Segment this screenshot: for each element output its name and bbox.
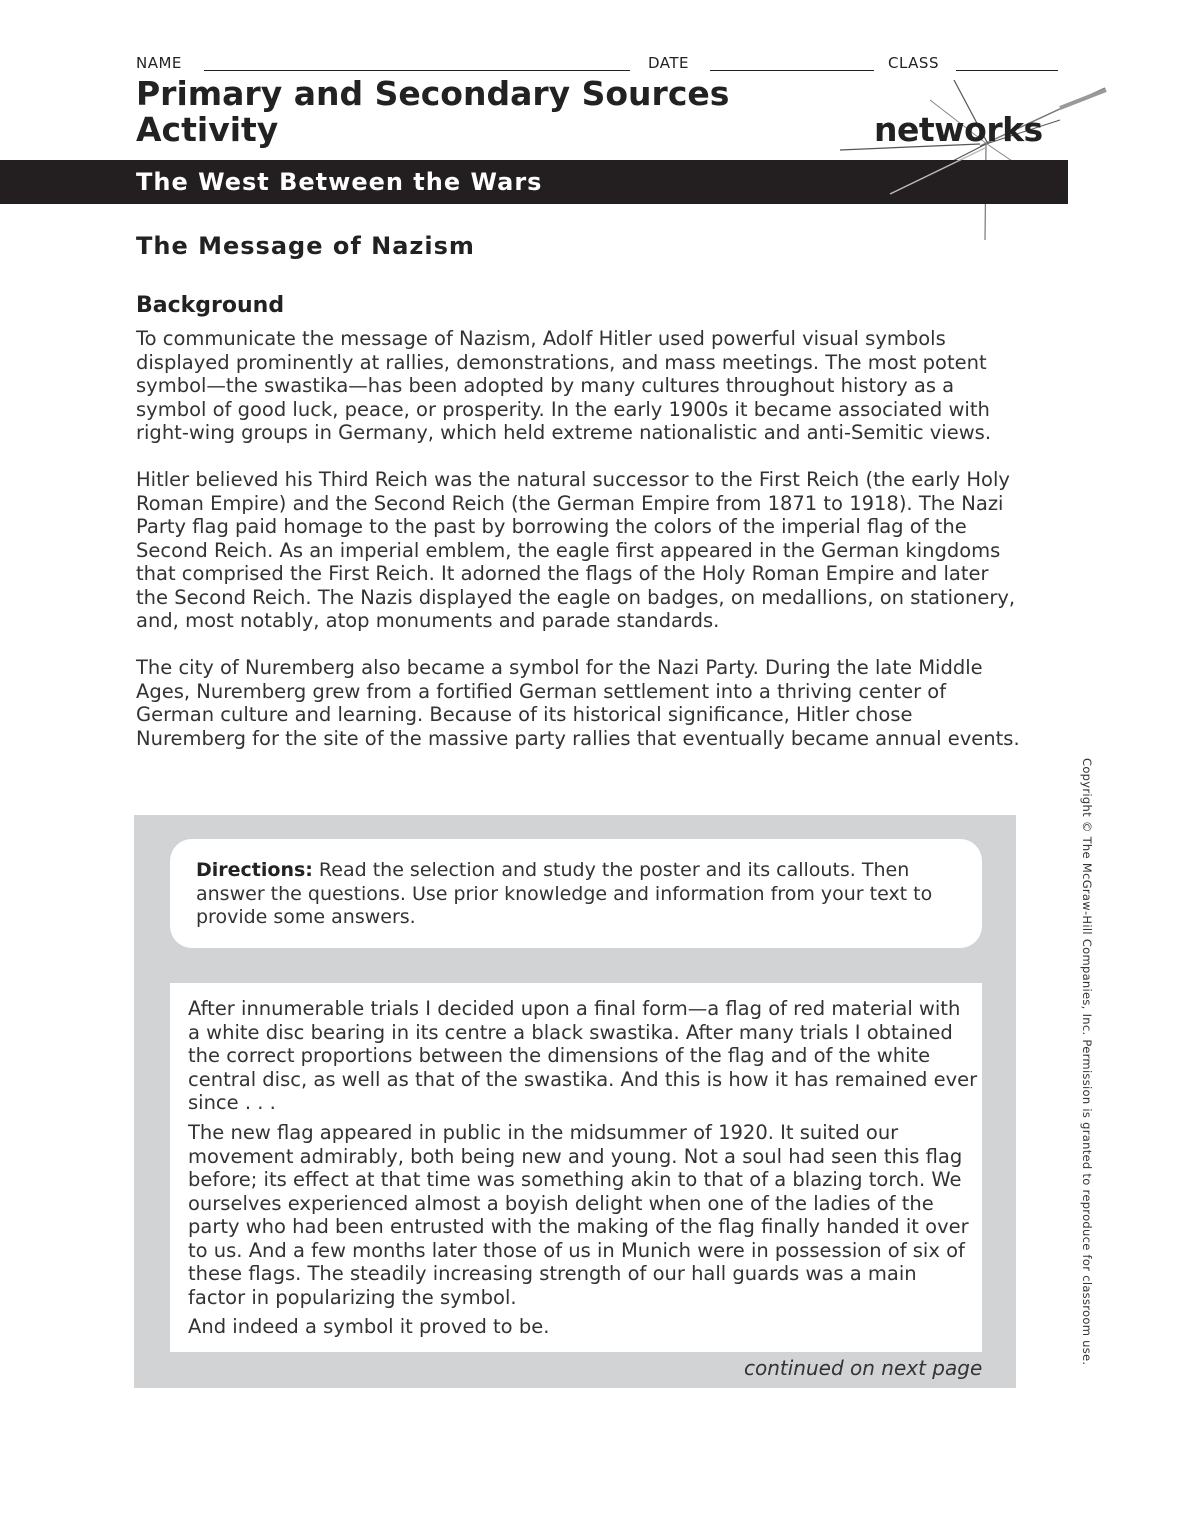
- name-label: NAME: [136, 54, 182, 72]
- title-line-2: Activity: [136, 110, 279, 149]
- excerpt-paragraph-2: The new flag appeared in public in the midsummer of 1920. It suited our movement admirably, both being new and young. Not a soul had seen this flag before; its effect at that time was something akin to that of a blazing torch. We ourselves experienced almost a boyish delight when one of the ladies of the party who had been entrusted with the making of the flag finally handed it over to us. And a few months later those of us in Munich were in possession of six of these flags. The steadily increasing strength of our hall guards was a main factor in popularizing the symbol.: [188, 1121, 969, 1309]
- class-field[interactable]: [956, 70, 1058, 71]
- directions-label: Directions:: [196, 859, 313, 881]
- networks-logo: networks: [874, 110, 1043, 149]
- background-paragraph-1: To communicate the message of Nazism, Adolf Hitler used powerful visual symbols displayed prominently at rallies, demonstrations, and mass meetings. The most potent symbol—the swastika—has been adopted by many cultures throughout history as a symbol of good luck, peace, or prosperity. In the early 1900s it became associated with right-wing groups in Germany, which held extreme nationalistic and anti-Semitic views.: [136, 327, 992, 444]
- background-paragraph-2: Hitler believed his Third Reich was the natural successor to the First Reich (the early Holy Roman Empire) and the Second Reich (the German Empire from 1871 to 1918). The Nazi Party flag paid homage to the past by borrowing the colors of the imperial flag of the Second Reich. As an imperial emblem, the eagle first appeared in the German kingdoms that comprised the First Reich. It adorned the flags of the Holy Roman Empire and later the Second Reich. The Nazis displayed the eagle on badges, on medallions, on stationery, and, most notably, atop monuments and parade standards.: [136, 468, 1016, 632]
- class-label: CLASS: [888, 54, 939, 72]
- logo-swoosh-icon: [880, 140, 1000, 210]
- primary-source-excerpt: [170, 983, 982, 1352]
- directions-box: [170, 839, 982, 948]
- title-line-1: Primary and Secondary Sources: [136, 74, 730, 113]
- continued-note: continued on next page: [744, 1356, 983, 1380]
- date-label: DATE: [648, 54, 690, 72]
- background-paragraph-3: The city of Nuremberg also became a symbol for the Nazi Party. During the late Middle Ages, Nuremberg grew from a fortified German settlement into a thriving center of German culture and learning. Because of its historical significance, Hitler chose Nuremberg for the site of the massive party rallies that eventually became annual events.: [136, 656, 1020, 750]
- excerpt-paragraph-1: After innumerable trials I decided upon a final form—a flag of red material with a white disc bearing in its centre a black swastika. After many trials I obtained the correct proportions between the dimensions of the flag and of the white central disc, as well as that of the swastika. And this is how it has remained ever since . . .: [188, 997, 978, 1114]
- directions-text: Directions: Read the selection and study the poster and its callouts. Then answer the questions. Use prior knowledge and information from your text to provide some answers.: [196, 859, 933, 928]
- background-heading: Background: [136, 293, 285, 318]
- chapter-title: The West Between the Wars: [136, 168, 543, 196]
- name-field[interactable]: [204, 70, 630, 71]
- copyright-notice: Copyright © The McGraw-Hill Companies, Inc. Permission is granted to reproduce for classroom use.: [1080, 758, 1094, 1366]
- student-info-fields: [136, 50, 1060, 74]
- date-field[interactable]: [710, 70, 874, 71]
- page-title: [136, 76, 729, 148]
- lesson-title: The Message of Nazism: [136, 232, 475, 260]
- excerpt-paragraph-3: And indeed a symbol it proved to be.: [188, 1315, 550, 1338]
